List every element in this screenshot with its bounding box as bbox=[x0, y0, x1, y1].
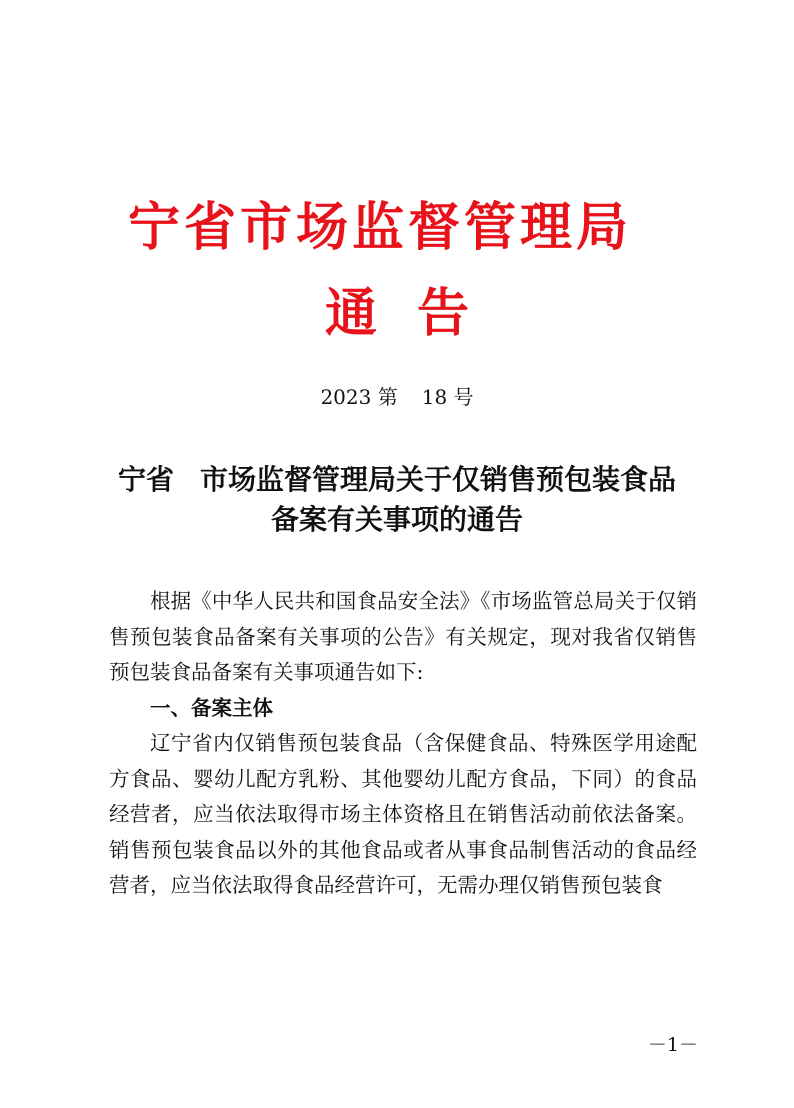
section-heading-filing-subject: 一、备案主体 bbox=[150, 695, 273, 720]
section-1-paragraph: 辽宁省内仅销售预包装食品（含保健食品、特殊医学用途配方食品、婴幼儿配方乳粉、其他婴幼儿配方食品，下同）的食品经营者，应当依法取得市场主体资格且在销售活动前依法备案。销售预包装食品以外的其他食品或者从事食品制售活动的食品经营者，应当依法取得食品经营许可，无需办理仅销售预包装食 bbox=[109, 731, 697, 897]
document-number-serial: 18 号 bbox=[421, 385, 474, 409]
headline-province: 宁省 bbox=[117, 463, 174, 496]
headline-line-1 bbox=[0, 460, 794, 500]
notice-title-char-2: 告 bbox=[417, 283, 470, 344]
page-number: －1－ bbox=[647, 1034, 698, 1056]
notice-title-char-1: 通 bbox=[324, 283, 377, 344]
notice-title bbox=[0, 282, 794, 346]
issuing-authority-title: 宁省市场监督管理局 bbox=[127, 197, 632, 258]
notice-body bbox=[109, 584, 697, 904]
intro-paragraph: 根据《中华人民共和国食品安全法》《市场监管总局关于仅销售预包装食品备案有关事项的公告》有关规定，现对我省仅销售预包装食品备案有关事项通告如下: bbox=[109, 589, 697, 684]
document-number bbox=[0, 383, 794, 411]
notice-headline bbox=[0, 460, 794, 540]
document-number-year: 2023 第 bbox=[320, 385, 398, 409]
headline-subject: 市场监督管理局关于仅销售预包装食品 bbox=[200, 463, 677, 496]
headline-line-2: 备案有关事项的通告 bbox=[270, 503, 523, 536]
